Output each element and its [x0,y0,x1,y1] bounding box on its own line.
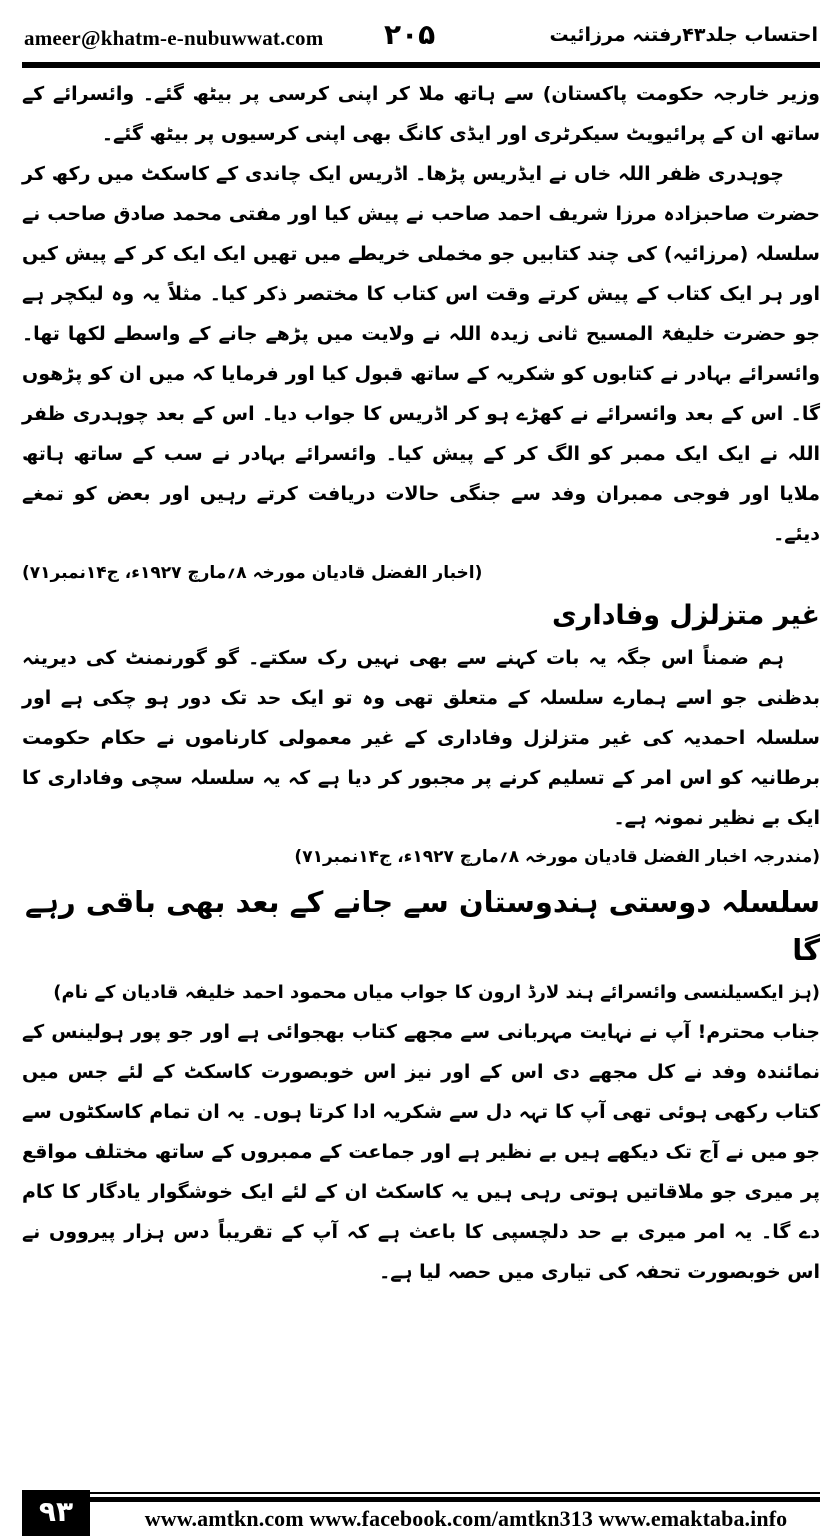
section-heading-1: غیر متزلزل وفاداری [552,600,820,631]
citation-1: (اخبار الفضل قادیان مورخہ ۸؍مارچ ۱۹۲۷ء، ج۱۴نمبر۷۱) [22,563,483,583]
footer-rule-thin [90,1492,820,1494]
header-rule [22,62,820,68]
citation-2: (مندرجہ اخبار الفضل قادیان مورخہ ۸؍مارچ ۱۹۲۷ء، ج۱۴نمبر۷۱) [294,847,820,867]
footer-websites: www.amtkn.com www.facebook.com/amtkn313 www.emaktaba.info [144,1506,788,1531]
section-subheading-2: (ہز ایکسیلنسی وائسرائے ہند لارڈ ارون کا جواب میاں محمود احمد خلیفہ قادیان کے نام) [53,982,820,1003]
footer-rule-thick [90,1497,820,1502]
paragraph-4: جناب محترم! آپ نے نہایت مہربانی سے مجھے کتاب بھجوائی ہے اور جو پور ہولینس کے نمائندہ وفد نے کل مجھے دی اس کے اور نیز اس خوبصورت کاسکٹ کے لئے جس میں کتاب رکھی ہوئی تھی آپ کا تہہ دل سے شکریہ ادا کرتا ہوں۔ یہ ان تمام کاسکٹوں سے جو میں نے آج تک دیکھے ہیں بے نظیر ہے اور جماعت کے ممبروں کے ساتھ مختلف مواقع پر میری جو ملاقاتیں ہوتی رہی ہیں یہ کاسکٹ ان کے لئے ایک خوشگوار یادگار کا کام دے گا۔ یہ امر میری بے حد دلچسپی کا باعث ہے کہ آپ کے تقریباً دس ہزار پیرووں نے اس خوبصورت تحفہ کی تیاری میں حصہ لیا ہے۔ [22,1021,820,1283]
paragraph-1: وزیر خارجہ حکومت پاکستان) سے ہاتھ ملا کر اپنی کرسی پر بیٹھ گئے۔ وائسرائے کے ساتھ ان کے پرائیویٹ سیکرٹری اور ایڈی کانگ بھی اپنی کرسیوں پر بیٹھ گئے۔ [22,83,820,145]
section-heading-2: سلسلہ دوستی ہندوستان سے جانے کے بعد بھی باقی رہے گا [25,885,820,967]
running-title: احتساب جلد۴۳رفتنہ مرزائیت [549,24,818,46]
header-email: ameer@khatm-e-nubuwwat.com [24,26,324,50]
paragraph-3: ہم ضمناً اس جگہ یہ بات کہنے سے بھی نہیں رک سکتے۔ گو گورنمنٹ کی دیرینہ بدظنی جو اسے ہمارے سلسلہ کے متعلق تھی وہ تو ایک حد تک دور ہو چکی ہے اور سلسلہ احمدیہ کی غیر متزلزل وفاداری کے غیر معمولی کارناموں نے حکام حکومت برطانیہ کو اس امر کے تسلیم کرنے پر مجبور کر دیا ہے کہ یہ سلسلہ سچی وفاداری کا ایک بے نظیر نمونہ ہے۔ [22,647,820,829]
page-body [22,74,820,1474]
page-footer [0,1488,840,1540]
page-header [24,14,818,54]
footer-page-number: ۹۳ [22,1490,90,1536]
header-page-number: ۲۰۵ [384,18,436,51]
paragraph-2: چوہدری ظفر اللہ خاں نے ایڈریس پڑھا۔ اڈریس ایک چاندی کے کاسکٹ میں رکھ کر حضرت صاحبزادہ مرزا شریف احمد صاحب نے پیش کیا اور مفتی محمد صادق صاحب نے سلسلہ (مرزائیہ) کی چند کتابیں جو مخملی خریطے میں تھیں ایک ایک کر کے پیش کیں اور ہر ایک کتاب کے پیش کرتے وقت اس کتاب کا مختصر ذکر کیا۔ مثلاً یہ وہ لیکچر ہے جو حضرت خلیفۃ المسیح ثانی زیدہ اللہ نے ولایت میں پڑھے جانے کے واسطے لکھا تھا۔ وائسرائے بہادر نے کتابوں کو شکریہ کے ساتھ قبول کیا اور فرمایا کہ میں ان کو پڑھوں گا۔ اس کے بعد وائسرائے نے کھڑے ہو کر اڈریس کا جواب دیا۔ اس کے بعد چوہدری ظفر اللہ نے ایک ایک ممبر کو الگ کر کے پیش کیا۔ وائسرائے بہادر نے سب کے ساتھ ہاتھ ملایا اور فوجی ممبران وفد سے جنگی حالات دریافت کرتے رہیں اور بعض کو تمغے دیئے۔ [22,163,820,545]
